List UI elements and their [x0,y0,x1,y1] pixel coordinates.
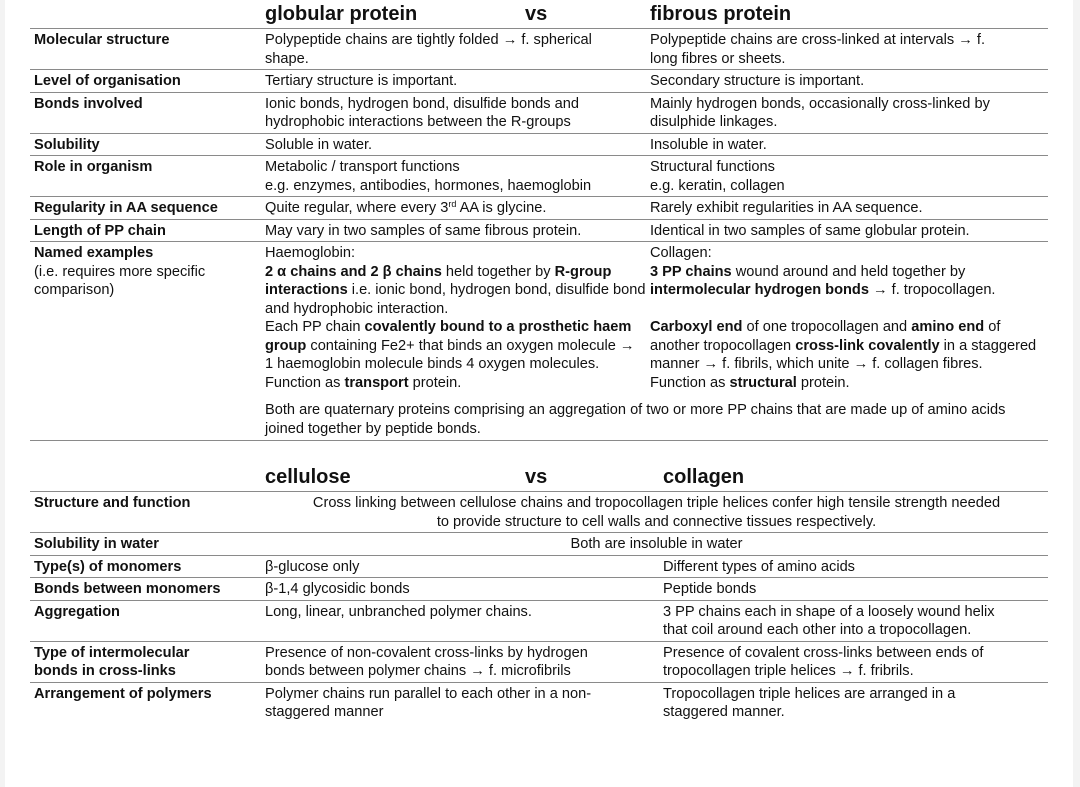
collagen-cell: Different types of amino acids [663,558,855,575]
cell-line: Polypeptide chains are tightly folded → f. spherical [265,32,592,48]
collagen-cell: Tropocollagen triple helices are arranged in a staggered manner. [663,685,956,720]
cellulose-cell: Polymer chains run parallel to each other in a non- staggered manner [265,685,592,720]
row-label: Regularity in AA sequence [34,200,218,216]
cell-text: Quite regular, where every 3 [265,200,449,216]
table-row [30,492,1048,533]
cellulose-cell: Long, linear, unbranched polymer chains. [265,603,532,620]
row-label [30,242,261,393]
fibrous-cell [646,197,1048,219]
cell-text: AA is glycine. [456,200,547,216]
header-cellulose: cellulose [265,466,351,488]
table-row [30,556,1048,579]
row-label: Structure and function [34,495,191,511]
named-examples-label: Named examples [34,245,154,261]
globular-cell [261,156,646,196]
cell-line: Identical in two samples of same globular protein. [650,222,970,239]
table-row [30,29,1048,70]
cell-line: hydrophobic interactions between the R-groups [265,114,571,130]
row-label: Role in organism [34,159,153,175]
fibrous-cell [646,156,1048,196]
collagen-cell: 3 PP chains each in shape of a loosely wound helix that coil around each other into a tropocollagen. [663,603,995,638]
collagen-cell: Peptide bonds [663,581,757,597]
cell-line: long fibres or sheets. [650,50,786,67]
page-margin-left [0,0,5,787]
shared-cell [261,492,1048,532]
quaternary-note: Both are quaternary proteins comprising an aggregation of two or more PP chains that are made up of amino acids joined together by peptide bonds. [30,393,1048,441]
cell-line: e.g. enzymes, antibodies, hormones, haemoglobin [265,177,592,194]
fibrous-cell [646,134,1048,156]
table-row [30,220,1048,243]
cell-line: disulphide linkages. [650,114,778,130]
blank-line [650,300,1048,319]
row-label: Bonds between monomers [34,581,221,597]
section-gap [30,441,1048,463]
named-examples-row [30,242,1048,393]
cell-line: Tertiary structure is important. [265,73,458,89]
table-row [30,70,1048,93]
table-row [30,156,1048,197]
globular-cell [261,93,646,133]
example-title: Collagen: [650,245,712,261]
example-function: Function as transport protein. [265,374,462,391]
row-label: Molecular structure [34,32,170,48]
cellulose-cell: Presence of non-covalent cross-links by hydrogen bonds between polymer chains → f. microfibrils [265,644,588,679]
cell-line: Ionic bonds, hydrogen bond, disulfide bonds and [265,95,580,112]
example-paragraph: Each PP chain covalently bound to a prosthetic haem group containing Fe2+ that binds an oxygen molecule → 1 haemoglobin molecule binds 4 oxygen molecules. [265,319,635,372]
cell-line: Soluble in water. [265,136,373,153]
table-row [30,197,1048,220]
table-row [30,533,1048,556]
globular-cell [261,134,646,156]
globular-cell [261,29,646,69]
cell-line: Polypeptide chains are cross-linked at intervals → f. [650,32,986,48]
example-title: Haemoglobin: [265,245,356,261]
header-collagen: collagen [663,466,745,488]
shared-cell: Both are insoluble in water [570,536,743,552]
row-label: Solubility in water [34,536,159,552]
globular-cell [261,70,646,92]
ordinal-superscript: rd [448,199,457,209]
page-margin-right [1073,0,1080,787]
example-paragraph: Carboxyl end of one tropocollagen and amino end of another tropocollagen cross-link covalently in a staggered manner → f. fibrils, which unite → f. collagen fibres. [650,319,1037,372]
header-vs: vs [525,3,548,25]
cell-line: e.g. keratin, collagen [650,177,785,194]
row-label: Solubility [34,136,100,153]
table-row [30,642,1048,683]
table-row [30,578,1048,601]
collagen-cell [646,242,1048,393]
example-paragraph: 2 α chains and 2 β chains held together by R-group interactions i.e. ionic bond, hydrogen bond, disulfide bond and hydrophobic interaction. [265,263,646,317]
cell-line: Insoluble in water. [650,136,767,153]
cell-line: shape. [265,50,309,67]
table-row [30,93,1048,134]
cell-line: Cross linking between cellulose chains and tropocollagen triple helices confer high tensile strength needed [312,495,1001,511]
fibrous-cell [646,220,1048,242]
row-label: Type(s) of monomers [34,558,182,575]
header-fibrous: fibrous protein [650,3,792,25]
row-label: Aggregation [34,603,120,620]
comparison-document [30,0,1048,723]
section1-header [30,0,1048,29]
globular-cell [261,197,646,219]
fibrous-cell [646,93,1048,133]
row-label: Arrangement of polymers [34,685,212,702]
table-row [30,683,1048,723]
header-vs: vs [525,466,548,488]
example-paragraph: 3 PP chains wound around and held together by intermolecular hydrogen bonds → f. tropocollagen. [650,263,996,298]
row-label: Level of organisation [34,73,181,89]
cell-line: to provide structure to cell walls and connective tissues respectively. [436,513,877,530]
fibrous-cell [646,70,1048,92]
section2-header [30,463,1048,492]
table-row [30,601,1048,642]
fibrous-cell [646,29,1048,69]
collagen-cell: Presence of covalent cross-links between ends of tropocollagen triple helices → f. fribrils. [663,644,984,679]
row-label: Length of PP chain [34,222,166,239]
named-examples-sublabel: (i.e. requires more specific comparison) [34,263,206,298]
cell-line: May vary in two samples of same fibrous protein. [265,222,582,239]
table-row [30,134,1048,157]
header-globular: globular protein [265,3,418,25]
cell-line: Mainly hydrogen bonds, occasionally cross-linked by [650,95,990,112]
example-function: Function as structural protein. [650,374,850,391]
globular-cell [261,220,646,242]
cell-line: Rarely exhibit regularities in AA sequence. [650,200,923,216]
haemoglobin-cell [261,242,646,393]
row-label: Type of intermolecular bonds in cross-links [34,644,190,679]
row-label: Bonds involved [34,95,143,112]
cellulose-cell: β-glucose only [265,558,360,575]
cellulose-cell: β-1,4 glycosidic bonds [265,581,410,597]
cell-line: Metabolic / transport functions [265,159,460,175]
cell-line: Secondary structure is important. [650,73,865,89]
cell-line: Structural functions [650,159,775,175]
